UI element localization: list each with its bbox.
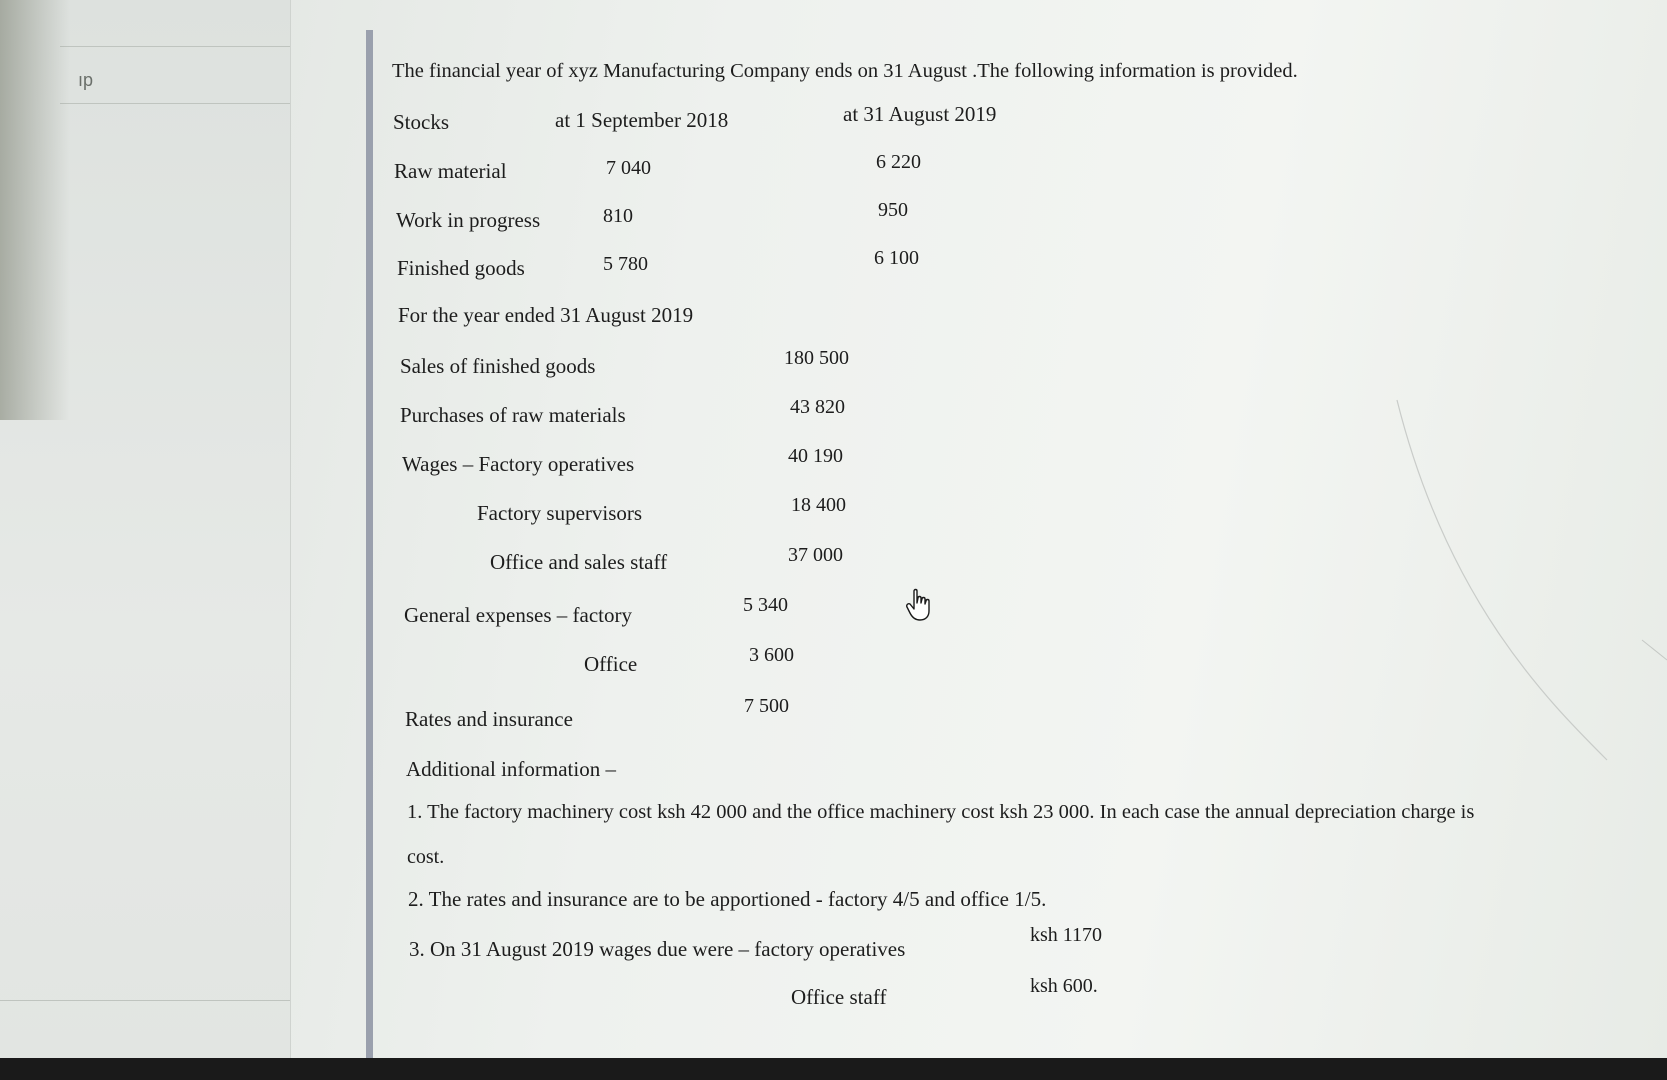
- stock-row-value-start: 810: [603, 205, 633, 227]
- stock-row-label: Work in progress: [396, 208, 541, 232]
- stock-row-label: Raw material: [394, 159, 507, 183]
- intro-text: The financial year of xyz Manufacturing Company ends on 31 August .The following information is provided.: [392, 60, 1298, 82]
- stock-row-label: Finished goods: [397, 256, 525, 280]
- item-value: 180 500: [784, 347, 849, 369]
- item-value: 43 820: [790, 396, 845, 418]
- sidebar-item-label[interactable]: ıp: [78, 70, 94, 90]
- item-label: Wages – Factory operatives: [402, 452, 635, 476]
- hand-cursor-icon: [906, 588, 932, 622]
- note-3b-value: ksh 600.: [1030, 975, 1098, 997]
- item-label: General expenses – factory: [404, 603, 632, 627]
- stocks-heading: Stocks: [393, 110, 450, 134]
- stock-row-value-end: 950: [878, 199, 908, 221]
- year-heading: For the year ended 31 August 2019: [398, 303, 694, 327]
- item-value: 40 190: [788, 445, 843, 467]
- stock-row-value-end: 6 100: [874, 247, 919, 269]
- note-3-label: 3. On 31 August 2019 wages due were – factory operatives: [409, 937, 906, 961]
- item-value: 5 340: [743, 594, 788, 616]
- stock-row-value-start: 5 780: [603, 253, 648, 275]
- item-label: Sales of finished goods: [400, 354, 596, 378]
- item-label: Office: [584, 652, 638, 676]
- item-label: Factory supervisors: [477, 501, 643, 525]
- item-label: Office and sales staff: [490, 550, 668, 574]
- stocks-col1-header: at 1 September 2018: [555, 108, 729, 132]
- note-1-line-1: 1. The factory machinery cost ksh 42 000 and the office machinery cost ksh 23 000. In each case the annual depreciation charge is: [407, 801, 1475, 823]
- note-1-line-2: cost.: [407, 846, 445, 868]
- item-value: 3 600: [749, 644, 794, 666]
- screen-bezel: [0, 1058, 1667, 1080]
- item-value: 37 000: [788, 544, 843, 566]
- item-label: Rates and insurance: [405, 707, 573, 731]
- note-3-value: ksh 1170: [1030, 924, 1103, 946]
- stocks-col2-header: at 31 August 2019: [843, 102, 997, 126]
- item-value: 18 400: [791, 494, 846, 516]
- stock-row-value-start: 7 040: [606, 157, 651, 179]
- note-3b-label: Office staff: [791, 985, 887, 1009]
- item-label: Purchases of raw materials: [400, 403, 626, 427]
- note-2: 2. The rates and insurance are to be apportioned - factory 4/5 and office 1/5.: [408, 887, 1047, 911]
- item-value: 7 500: [744, 695, 789, 717]
- additional-heading: Additional information –: [406, 757, 616, 781]
- stock-row-value-end: 6 220: [876, 151, 921, 173]
